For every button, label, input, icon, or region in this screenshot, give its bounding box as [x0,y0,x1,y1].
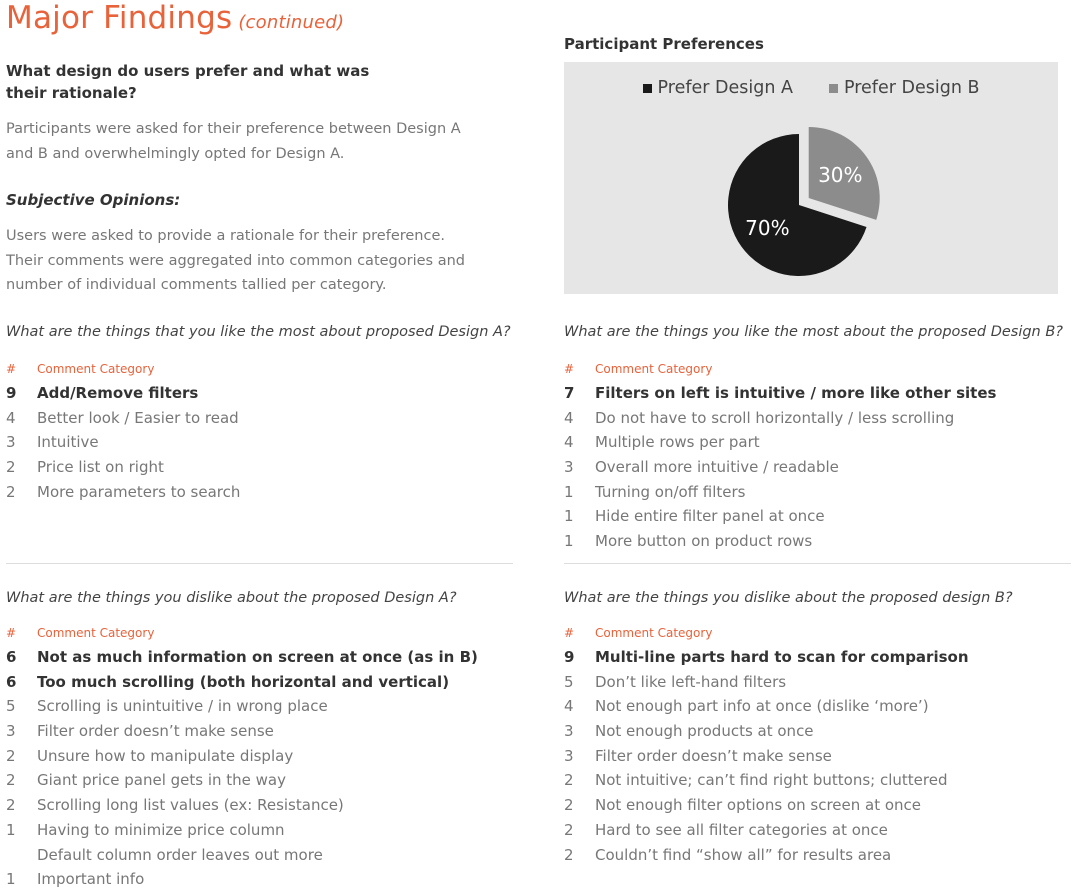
comment-row [564,744,1084,769]
legend-label-b: Prefer Design B [843,78,980,98]
comment-text: Hard to see all filter categories at once [595,820,888,839]
intro-paragraph: Participants were asked for their preference between Design A and B and overwhelmingly opted for Design A. [6,121,461,162]
comment-row [564,381,1084,406]
comment-row [6,480,526,505]
comment-count: 4 [564,697,574,716]
comment-row [6,744,526,769]
comment-row [564,406,1084,431]
comment-count: 2 [564,771,574,790]
subjective-paragraph: Users were asked to provide a rationale for their preference. Their comments were aggregated into common categories and number of individual comments tallied per category. [6,228,465,293]
comment-row [6,818,526,843]
comment-text: Scrolling long list values (ex: Resistance) [37,796,344,815]
comment-count: 3 [564,458,574,477]
comment-count: 2 [564,796,574,815]
comment-text: Scrolling is unintuitive / in wrong place [37,697,328,716]
pie-chart [564,62,1058,294]
column-header [564,358,1084,381]
comment-count: 5 [564,672,574,691]
comment-count: 1 [564,507,574,526]
comment-count: 7 [564,384,575,402]
comment-text: Filter order doesn’t make sense [595,746,832,765]
comment-text: Overall more intuitive / readable [595,458,839,477]
legend-label-a: Prefer Design A [657,78,793,98]
comment-count: 2 [6,482,16,501]
comment-row [564,504,1084,529]
comment-text: Giant price panel gets in the way [37,771,287,790]
comment-count: 2 [564,845,574,864]
comment-row [6,719,526,744]
dislike-b-list [564,622,1084,867]
comment-text: Add/Remove filters [37,384,199,402]
divider-left [6,563,513,564]
comment-count: 4 [564,408,574,427]
comment-row [6,670,526,695]
divider-right [564,563,1071,564]
comment-row [564,480,1084,505]
comment-row [564,694,1084,719]
comment-row [6,430,526,455]
comment-text: Intuitive [37,433,99,452]
comment-text: Price list on right [37,458,164,477]
comment-row [564,793,1084,818]
comment-text: More parameters to search [37,482,241,501]
count-header: # [6,626,17,640]
comment-row [564,670,1084,695]
comment-row [6,867,526,892]
dislike-a-list [6,622,526,892]
comment-count: 3 [564,722,574,741]
comment-text: Not intuitive; can’t find right buttons; cluttered [595,771,948,790]
column-header [564,622,1084,645]
comment-count: 9 [6,384,17,402]
comment-text: Having to minimize price column [37,820,285,839]
title-text: Major Findings [6,0,233,36]
comment-count: 6 [6,648,17,666]
comment-row [564,818,1084,843]
comment-count: 3 [564,746,574,765]
comment-row [6,455,526,480]
like-b-list [564,358,1084,554]
comment-row [564,455,1084,480]
subjective-heading: Subjective Opinions: [6,191,181,209]
comment-text: Turning on/off filters [595,482,746,501]
comment-count: 1 [564,482,574,501]
comment-text: Multiple rows per part [595,433,760,452]
comment-text: Unsure how to manipulate display [37,746,294,765]
like-a-question: What are the things that you like the most about proposed Design A? [6,324,511,340]
comment-text: Important info [37,870,145,889]
page-title [6,0,344,36]
comment-text: Not enough part info at once (dislike ‘more’) [595,697,929,716]
comment-count: 6 [6,672,17,691]
category-header: Comment Category [595,626,713,640]
comment-row [564,843,1084,868]
comment-text: Don’t like left-hand filters [595,672,787,691]
count-header: # [564,362,575,376]
column-header [6,358,526,381]
comment-count: 1 [6,870,16,889]
comment-row [6,843,526,868]
category-header: Comment Category [37,362,155,376]
comment-count: 5 [6,697,16,716]
comment-count: 3 [6,722,16,741]
comment-count: 2 [6,458,16,477]
category-header: Comment Category [595,362,713,376]
comment-text: Hide entire filter panel at once [595,507,825,526]
comment-row [564,768,1084,793]
comment-text: Multi-line parts hard to scan for comparison [595,648,969,666]
chart-title: Participant Preferences [564,35,764,53]
comment-row [6,793,526,818]
comment-count: 9 [564,648,575,666]
comment-row [564,430,1084,455]
comment-text: Default column order leaves out more [37,845,323,864]
title-continued: (continued) [238,12,345,33]
count-header: # [564,626,575,640]
comment-count: 2 [6,746,16,765]
column-header [6,622,526,645]
pie-svg [564,62,1058,294]
comment-count: 4 [564,433,574,452]
comment-text: Couldn’t find “show all” for results area [595,845,892,864]
category-header: Comment Category [37,626,155,640]
comment-text: Not enough products at once [595,722,814,741]
comment-row [6,406,526,431]
comment-text: Filter order doesn’t make sense [37,722,274,741]
intro-question: What design do users prefer and what was their rationale? [6,62,370,102]
comment-text: Too much scrolling (both horizontal and vertical) [37,672,450,691]
comment-count [6,843,37,868]
comment-count: 3 [6,433,16,452]
pie-label-design-a: 70% [745,215,790,240]
comment-count: 1 [6,820,16,839]
comment-text: Not as much information on screen at once (as in B) [37,648,478,666]
count-header: # [6,362,17,376]
comment-row [564,719,1084,744]
comment-count: 1 [564,532,574,551]
comment-row [564,645,1084,670]
comment-text: Not enough filter options on screen at once [595,796,922,815]
comment-text: Better look / Easier to read [37,408,239,427]
comment-row [6,645,526,670]
pie-label-design-b: 30% [818,162,863,187]
comment-count: 2 [6,771,16,790]
like-a-list [6,358,526,504]
like-b-question: What are the things you like the most about the proposed Design B? [564,324,1064,340]
comment-text: More button on product rows [595,532,813,551]
comment-count: 2 [564,820,574,839]
dislike-a-question: What are the things you dislike about the proposed Design A? [6,590,457,606]
comment-count: 2 [6,796,16,815]
comment-text: Do not have to scroll horizontally / less scrolling [595,408,955,427]
comment-row [6,768,526,793]
comment-row [564,529,1084,554]
comment-text: Filters on left is intuitive / more like other sites [595,384,997,402]
comment-row [6,694,526,719]
comment-row [6,381,526,406]
comment-count: 4 [6,408,16,427]
dislike-b-question: What are the things you dislike about the proposed design B? [564,590,1013,606]
